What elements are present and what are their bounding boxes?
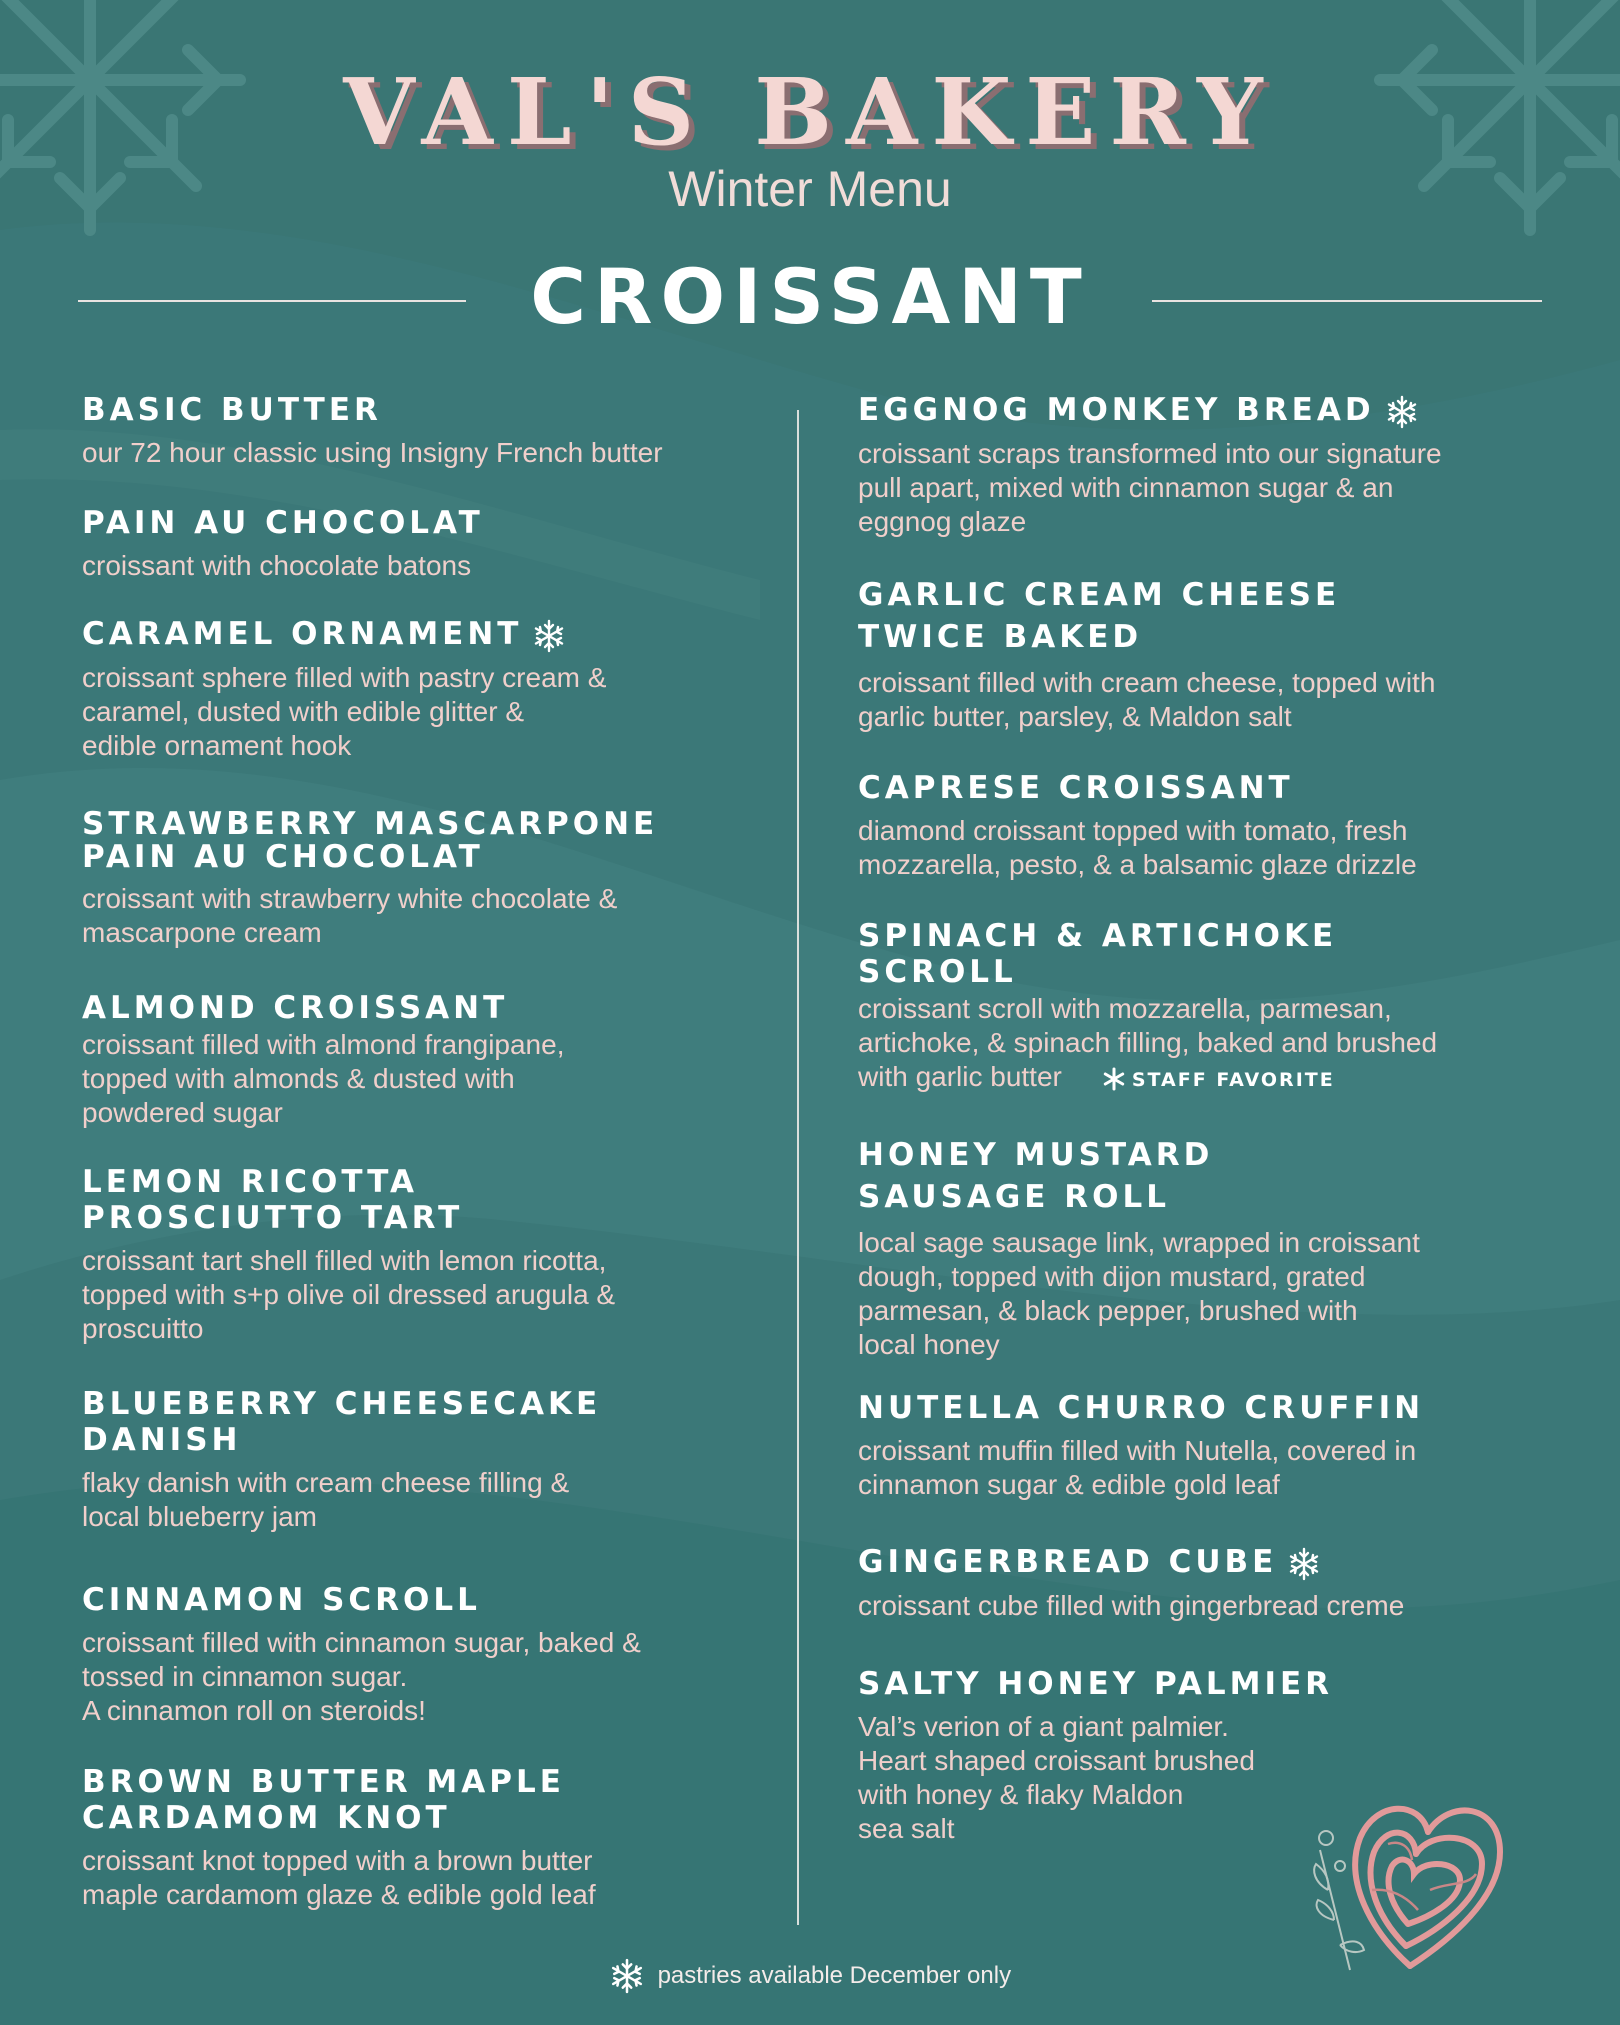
item-name: BLUEBERRY CHEESECAKE DANISH (82, 1386, 602, 1458)
item-description: croissant sphere filled with pastry cream & caramel, dusted with edible glitter & edible ornament hook (82, 661, 607, 761)
item-description: croissant scraps transformed into our signature pull apart, mixed with cinnamon sugar & an eggnog glaze (858, 437, 1442, 537)
item-description: croissant filled with almond frangipane, topped with almonds & dusted with powdered sugar (82, 1029, 565, 1128)
palmier-illustration (1310, 1770, 1510, 1980)
menu-item (82, 392, 782, 470)
menu-item (858, 1134, 1558, 1362)
menu-item (858, 1390, 1558, 1502)
menu-item (858, 1544, 1558, 1623)
snowflake-icon (1385, 395, 1419, 429)
item-name: GARLIC CREAM CHEESE TWICE BAKED (858, 577, 1341, 655)
item-description: croissant scroll with mozzarella, parmesan, artichoke, & spinach filling, baked and brushed with garlic butter STAFF FAVORITE (858, 993, 1438, 1092)
item-name: CARAMEL ORNAMENT (82, 616, 782, 653)
section-title: CROISSANT (530, 252, 1090, 341)
column-divider (797, 410, 799, 1925)
menu-item (858, 392, 1558, 539)
snowflake-icon (532, 619, 566, 653)
snowflake-icon (609, 1958, 645, 1994)
menu-subtitle: Winter Menu (668, 161, 952, 217)
item-description: croissant cube filled with gingerbread creme (858, 1589, 1405, 1621)
item-description: flaky danish with cream cheese filling & local blueberry jam (82, 1467, 570, 1532)
menu-item (82, 616, 782, 763)
menu-item (858, 770, 1558, 882)
item-name: LEMON RICOTTA PROSCIUTTO TART (82, 1164, 464, 1236)
item-name: ALMOND CROISSANT (82, 990, 509, 1026)
menu-item (858, 574, 1558, 734)
item-name: HONEY MUSTARD SAUSAGE ROLL (858, 1137, 1214, 1215)
item-name: SALTY HONEY PALMIER (858, 1666, 1334, 1702)
menu-item (82, 1164, 782, 1346)
item-name: SPINACH & ARTICHOKE SCROLL (858, 918, 1338, 990)
item-description: Val’s verion of a giant palmier. Heart shaped croissant brushed with honey & flaky Maldon sea salt (858, 1711, 1255, 1844)
item-description: croissant filled with cinnamon sugar, baked & tossed in cinnamon sugar. A cinnamon roll on steroids! (82, 1627, 641, 1726)
item-name: BROWN BUTTER MAPLE CARDAMOM KNOT (82, 1764, 565, 1836)
item-description: local sage sausage link, wrapped in croissant dough, topped with dijon mustard, grated parmesan, & black pepper, brushed with local honey (858, 1227, 1420, 1360)
item-name: PAIN AU CHOCOLAT (82, 505, 484, 541)
bakery-name: VAL'S BAKERY (343, 58, 1277, 166)
menu-item (858, 918, 1558, 1097)
item-description: croissant knot topped with a brown butter maple cardamom glaze & edible gold leaf (82, 1845, 596, 1910)
item-name: NUTELLA CHURRO CRUFFIN (858, 1390, 1425, 1426)
menu-item (82, 505, 782, 583)
asterisk-icon (1102, 1067, 1126, 1091)
title-rule-right (1152, 300, 1542, 302)
item-description: diamond croissant topped with tomato, fresh mozzarella, pesto, & a balsamic glaze drizzle (858, 815, 1417, 880)
snowflake-icon (1287, 1547, 1321, 1581)
item-description: croissant with strawberry white chocolate & mascarpone cream (82, 883, 618, 948)
item-description: croissant tart shell filled with lemon ricotta, topped with s+p olive oil dressed arugula & proscuitto (82, 1245, 616, 1344)
menu-item (82, 808, 782, 950)
menu-item (82, 990, 782, 1130)
item-name: BASIC BUTTER (82, 392, 382, 428)
item-description: croissant with chocolate batons (82, 550, 472, 581)
item-name: CINNAMON SCROLL (82, 1582, 481, 1618)
item-description: croissant filled with cream cheese, topped with garlic butter, parsley, & Maldon salt (858, 667, 1436, 732)
item-name: STRAWBERRY MASCARPONE PAIN AU CHOCOLAT (82, 806, 659, 875)
item-description: our 72 hour classic using Insigny French butter (82, 437, 663, 468)
item-description: croissant muffin filled with Nutella, covered in cinnamon sugar & edible gold leaf (858, 1435, 1417, 1500)
menu-item (82, 1386, 782, 1534)
item-name: GINGERBREAD CUBE (858, 1544, 1558, 1581)
menu-item (82, 1764, 782, 1912)
item-name: EGGNOG MONKEY BREAD (858, 392, 1558, 429)
menu-item (82, 1582, 782, 1728)
footer-note-row (0, 1958, 1620, 1994)
footer-note: pastries available December only (657, 1962, 1012, 1989)
staff-favorite-badge: STAFF FAVORITE (1102, 1069, 1335, 1091)
item-name: CAPRESE CROISSANT (858, 770, 1294, 806)
